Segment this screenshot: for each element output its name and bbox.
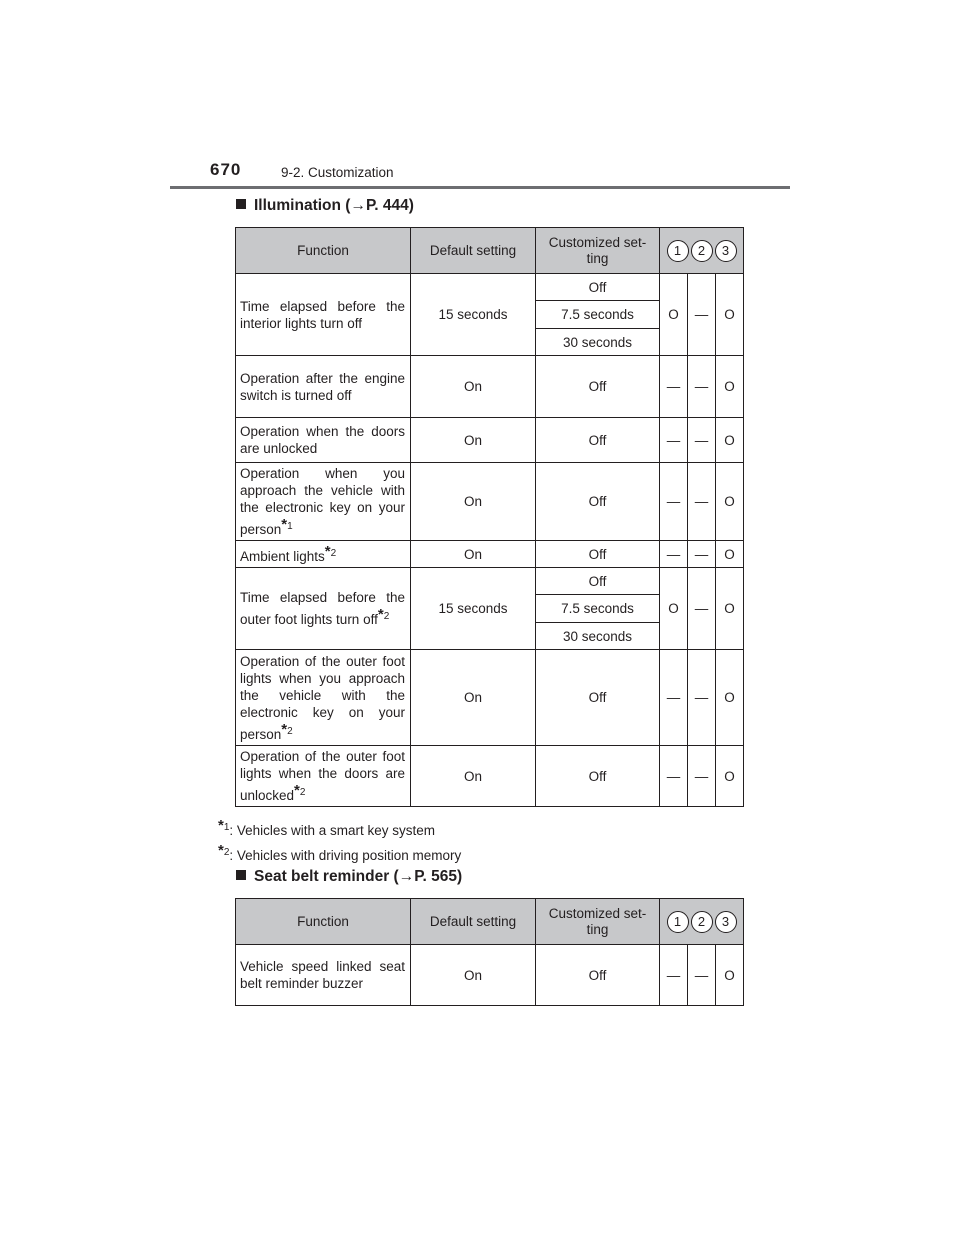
col1-cell: — <box>660 650 688 746</box>
custom-cell: Off <box>536 418 660 463</box>
seatbelt-table <box>235 898 744 1006</box>
table-row <box>236 418 744 463</box>
col3-cell: O <box>716 945 744 1006</box>
default-cell: On <box>411 356 536 418</box>
function-cell: Operation of the outer foot lights when the doors are unlocked$^{*2}$ <box>236 746 411 807</box>
option-cell: 7.5 seconds <box>536 301 660 329</box>
col1-cell: — <box>660 356 688 418</box>
col1-cell: O <box>660 274 688 356</box>
table-row <box>236 746 744 807</box>
col2-cell: — <box>688 541 716 568</box>
header-rule <box>170 186 790 189</box>
col3-cell: O <box>716 568 744 650</box>
table-row <box>236 541 744 568</box>
col1-cell: — <box>660 746 688 807</box>
col3-cell: O <box>716 746 744 807</box>
col3-cell: O <box>716 541 744 568</box>
option-cell: Off <box>536 568 660 595</box>
footnote-2: $^{*2}$: Vehicles with driving position memory <box>218 842 462 863</box>
custom-cell: Off <box>536 463 660 541</box>
arrow-icon: → <box>398 868 415 885</box>
table-row <box>236 463 744 541</box>
col2-cell: — <box>688 650 716 746</box>
table-row <box>236 274 744 301</box>
table-header-row <box>236 899 744 945</box>
default-cell: On <box>411 650 536 746</box>
col2-cell: — <box>688 356 716 418</box>
table-row <box>236 356 744 418</box>
col3-cell: O <box>716 274 744 356</box>
default-cell: On <box>411 541 536 568</box>
illumination-title: Illumination ( <box>254 197 351 214</box>
option-cell: 30 seconds <box>536 329 660 356</box>
default-cell: On <box>411 418 536 463</box>
col1-cell: — <box>660 541 688 568</box>
custom-cell: Off <box>536 650 660 746</box>
option-cell: 7.5 seconds <box>536 595 660 623</box>
page-number: 670 <box>210 160 242 179</box>
function-cell: Vehicle speed linked seat belt reminder buzzer <box>236 945 411 1006</box>
col1-cell: — <box>660 418 688 463</box>
circled-3-icon: 3 <box>715 911 737 933</box>
section-label: 9-2. Customization <box>281 165 394 180</box>
default-cell: On <box>411 746 536 807</box>
col2-cell: — <box>688 945 716 1006</box>
col3-cell: O <box>716 356 744 418</box>
col2-cell: — <box>688 274 716 356</box>
table-row <box>236 650 744 746</box>
default-cell: 15 seconds <box>411 274 536 356</box>
table-row <box>236 568 744 595</box>
col3-cell: O <box>716 650 744 746</box>
mode-columns-header <box>660 228 744 274</box>
seatbelt-title: Seat belt reminder ( <box>254 868 399 885</box>
circled-2-icon: 2 <box>691 240 713 262</box>
function-cell: Time elapsed before the outer foot lights turn off$^{*2}$ <box>236 568 411 650</box>
default-setting-header: Default setting <box>411 899 536 945</box>
function-cell: Operation of the outer foot lights when you approach the vehicle with the electronic key on your person$^{*2}$ <box>236 650 411 746</box>
col2-cell: — <box>688 568 716 650</box>
function-cell: Operation when you approach the vehicle with the electronic key on your person$^{*1}$ <box>236 463 411 541</box>
illumination-page-ref: P. 444) <box>365 197 414 214</box>
seatbelt-heading <box>236 868 462 886</box>
col2-cell: — <box>688 746 716 807</box>
circled-3-icon: 3 <box>715 240 737 262</box>
circled-2-icon: 2 <box>691 911 713 933</box>
function-header: Function <box>236 899 411 945</box>
function-cell: Time elapsed before the interior lights turn off <box>236 274 411 356</box>
col3-cell: O <box>716 418 744 463</box>
illumination-heading <box>236 197 414 215</box>
col1-cell: — <box>660 463 688 541</box>
default-cell: 15 seconds <box>411 568 536 650</box>
mode-columns-header <box>660 899 744 945</box>
custom-cell: Off <box>536 746 660 807</box>
default-cell: On <box>411 463 536 541</box>
arrow-icon: → <box>350 197 366 214</box>
circled-1-icon: 1 <box>667 911 689 933</box>
table-row <box>236 945 744 1006</box>
col2-cell: — <box>688 463 716 541</box>
custom-cell: Off <box>536 541 660 568</box>
custom-cell: Off <box>536 945 660 1006</box>
col1-cell: O <box>660 568 688 650</box>
seatbelt-page-ref: P. 565) <box>414 868 463 885</box>
circled-1-icon: 1 <box>667 240 689 262</box>
customized-setting-header: Customized set- ting <box>536 899 660 945</box>
col1-cell: — <box>660 945 688 1006</box>
illumination-table <box>235 227 744 807</box>
col3-cell: O <box>716 463 744 541</box>
bullet-square-icon <box>236 199 246 209</box>
default-cell: On <box>411 945 536 1006</box>
function-cell: Operation when the doors are unlocked <box>236 418 411 463</box>
bullet-square-icon <box>236 870 246 880</box>
customized-setting-header: Customized set- ting <box>536 228 660 274</box>
col2-cell: — <box>688 418 716 463</box>
option-cell: Off <box>536 274 660 301</box>
footnote-1: $^{*1}$: Vehicles with a smart key system <box>218 817 435 838</box>
default-setting-header: Default setting <box>411 228 536 274</box>
table-header-row <box>236 228 744 274</box>
function-cell: Ambient lights$^{*2}$ <box>236 541 411 568</box>
custom-cell: Off <box>536 356 660 418</box>
function-cell: Operation after the engine switch is turned off <box>236 356 411 418</box>
option-cell: 30 seconds <box>536 623 660 650</box>
function-header: Function <box>236 228 411 274</box>
